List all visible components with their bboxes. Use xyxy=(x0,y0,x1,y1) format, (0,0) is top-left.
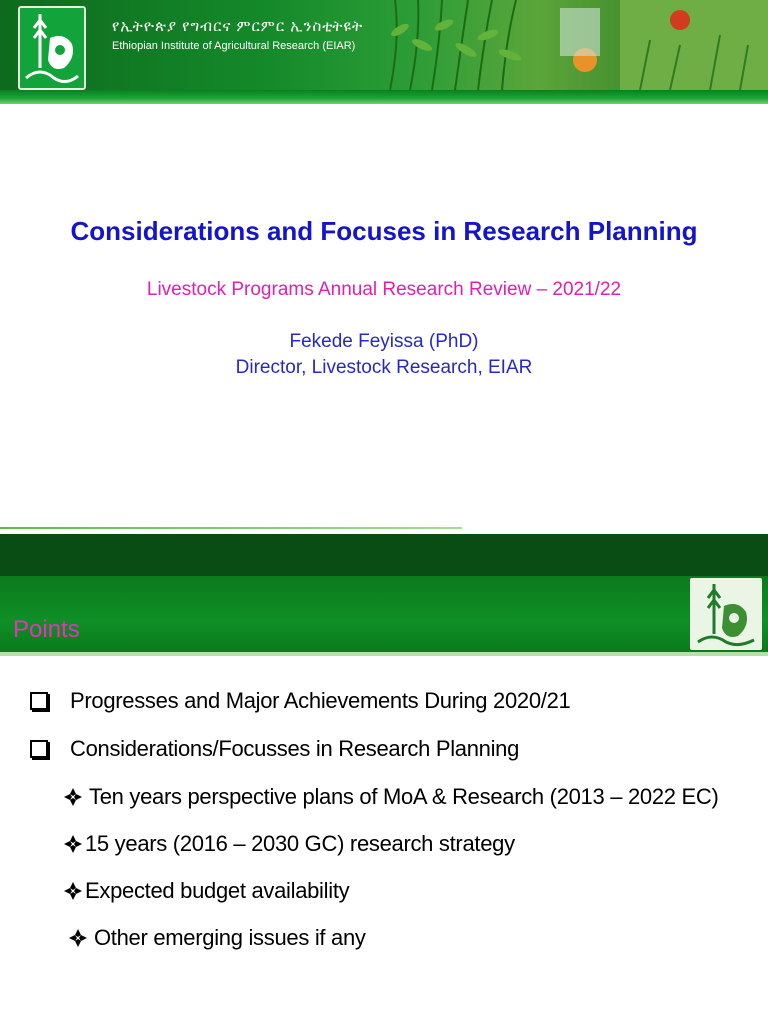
slide-divider xyxy=(0,527,462,529)
eiar-logo-icon xyxy=(18,6,86,90)
sub-list-item-text: Other emerging issues if any xyxy=(94,925,366,950)
slide-top-bar xyxy=(0,534,768,576)
crop-field-image xyxy=(380,0,620,90)
sub-list-item-text: Expected budget availability xyxy=(85,878,350,903)
sub-list-item xyxy=(63,784,719,810)
slide-header xyxy=(0,576,768,652)
banner-accent-strip xyxy=(0,90,768,104)
checkbox-bullet-icon xyxy=(30,692,48,710)
presentation-subtitle: Livestock Programs Annual Research Review – 2021/22 xyxy=(146,279,622,300)
sub-list-item xyxy=(63,878,349,904)
diamond-bullet-icon xyxy=(63,834,83,854)
presentation-title: Considerations and Focuses in Research Planning xyxy=(70,216,698,246)
institute-name-english: Ethiopian Institute of Agricultural Research (EIAR) xyxy=(112,40,356,52)
points-slide xyxy=(0,534,768,1024)
presenter-role: Director, Livestock Research, EIAR xyxy=(235,357,533,378)
slide-heading: Points xyxy=(13,616,80,643)
sub-list-item xyxy=(68,925,366,951)
sub-list-item-text: 15 years (2016 – 2030 GC) research strategy xyxy=(85,831,515,856)
institute-banner xyxy=(0,0,768,90)
sub-list-item-text: Ten years perspective plans of MoA & Research (2013 – 2022 EC) xyxy=(89,784,719,809)
list-item xyxy=(30,736,519,762)
checkbox-bullet-icon xyxy=(30,740,48,758)
header-underline xyxy=(0,652,768,656)
list-item-text: Progresses and Major Achievements During 2020/21 xyxy=(70,688,571,713)
diamond-bullet-icon xyxy=(63,787,83,807)
institute-name-amharic: የኢትዮጵያ የግብርና ምርምር ኢንስቲትዩት xyxy=(112,18,364,35)
list-item-text: Considerations/Focusses in Research Planning xyxy=(70,736,520,761)
sub-list-item xyxy=(63,831,515,857)
diamond-bullet-icon xyxy=(63,881,83,901)
list-item xyxy=(30,688,570,714)
diamond-bullet-icon xyxy=(68,928,88,948)
presenter-name: Fekede Feyissa (PhD) xyxy=(289,331,479,352)
eiar-logo-icon xyxy=(690,578,762,650)
plant-seedlings-image xyxy=(620,0,768,90)
